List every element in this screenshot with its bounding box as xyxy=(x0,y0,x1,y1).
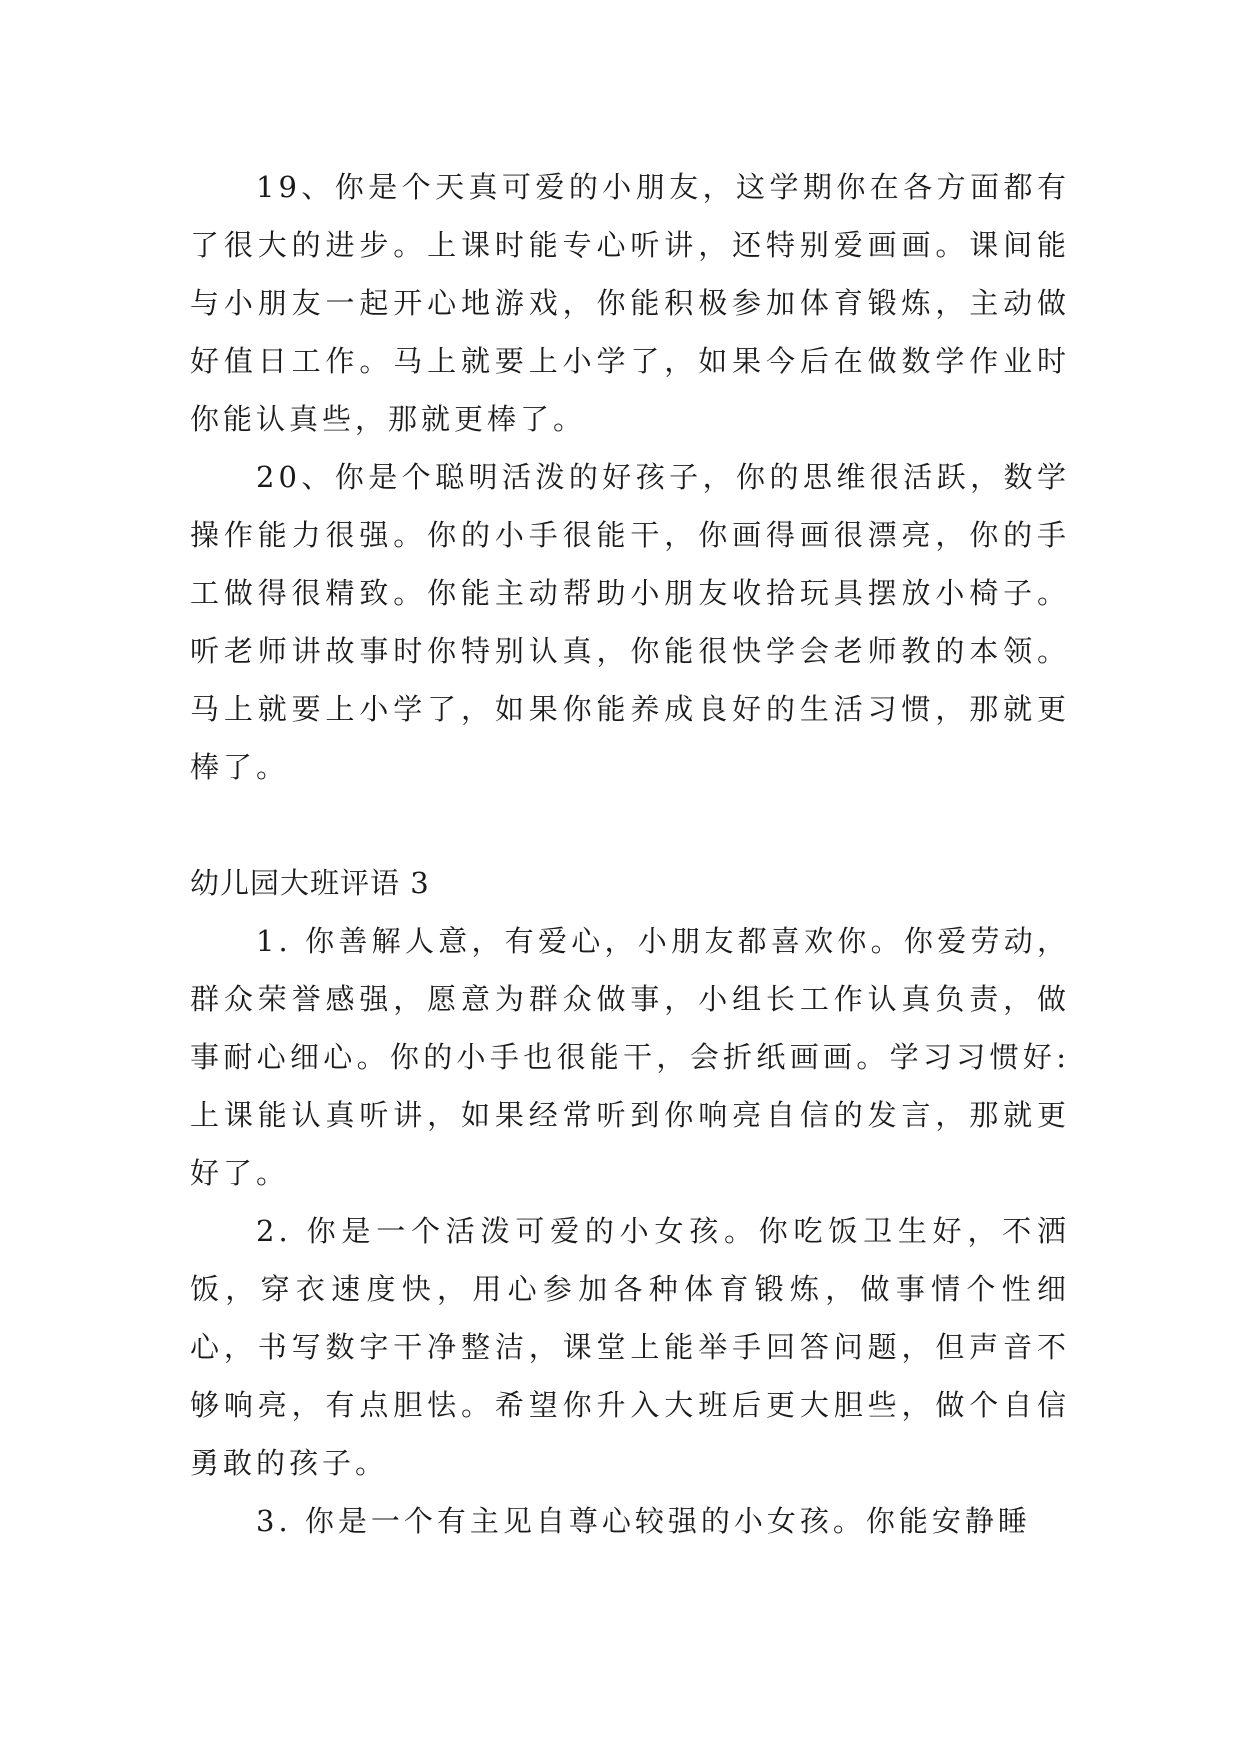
paragraph-1: 1. 你善解人意，有爱心，小朋友都喜欢你。你爱劳动，群众荣誉感强，愿意为群众做事，小组长工作认真负责，做事耐心细心。你的小手也很能干，会折纸画画。学习习惯好:上课能认真听讲，如果经常听到你响亮自信的发言，那就更好了。 xyxy=(190,924,1070,1190)
section-heading: 幼儿园大班评语 3 xyxy=(190,866,430,900)
paragraph-3: 3. 你是一个有主见自尊心较强的小女孩。你能安静睡 xyxy=(256,1504,1031,1538)
document-body xyxy=(190,158,1070,1550)
paragraph-2: 2. 你是一个活泼可爱的小女孩。你吃饭卫生好，不洒饭，穿衣速度快，用心参加各种体育锻炼，做事情个性细心，书写数字干净整洁，课堂上能举手回答问题，但声音不够响亮，有点胆怯。希望你升入大班后更大胆些，做个自信勇敢的孩子。 xyxy=(190,1214,1070,1480)
paragraph-19: 19、你是个天真可爱的小朋友，这学期你在各方面都有了很大的进步。上课时能专心听讲，还特别爱画画。课间能与小朋友一起开心地游戏，你能积极参加体育锻炼，主动做好值日工作。马上就要上小学了，如果今后在做数学作业时你能认真些，那就更棒了。 xyxy=(190,170,1070,436)
paragraph-20: 20、你是个聪明活泼的好孩子，你的思维很活跃，数学操作能力很强。你的小手很能干，你画得画很漂亮，你的手工做得很精致。你能主动帮助小朋友收拾玩具摆放小椅子。听老师讲故事时你特别认真，你能很快学会老师教的本领。马上就要上小学了，如果你能养成良好的生活习惯，那就更棒了。 xyxy=(190,460,1070,784)
